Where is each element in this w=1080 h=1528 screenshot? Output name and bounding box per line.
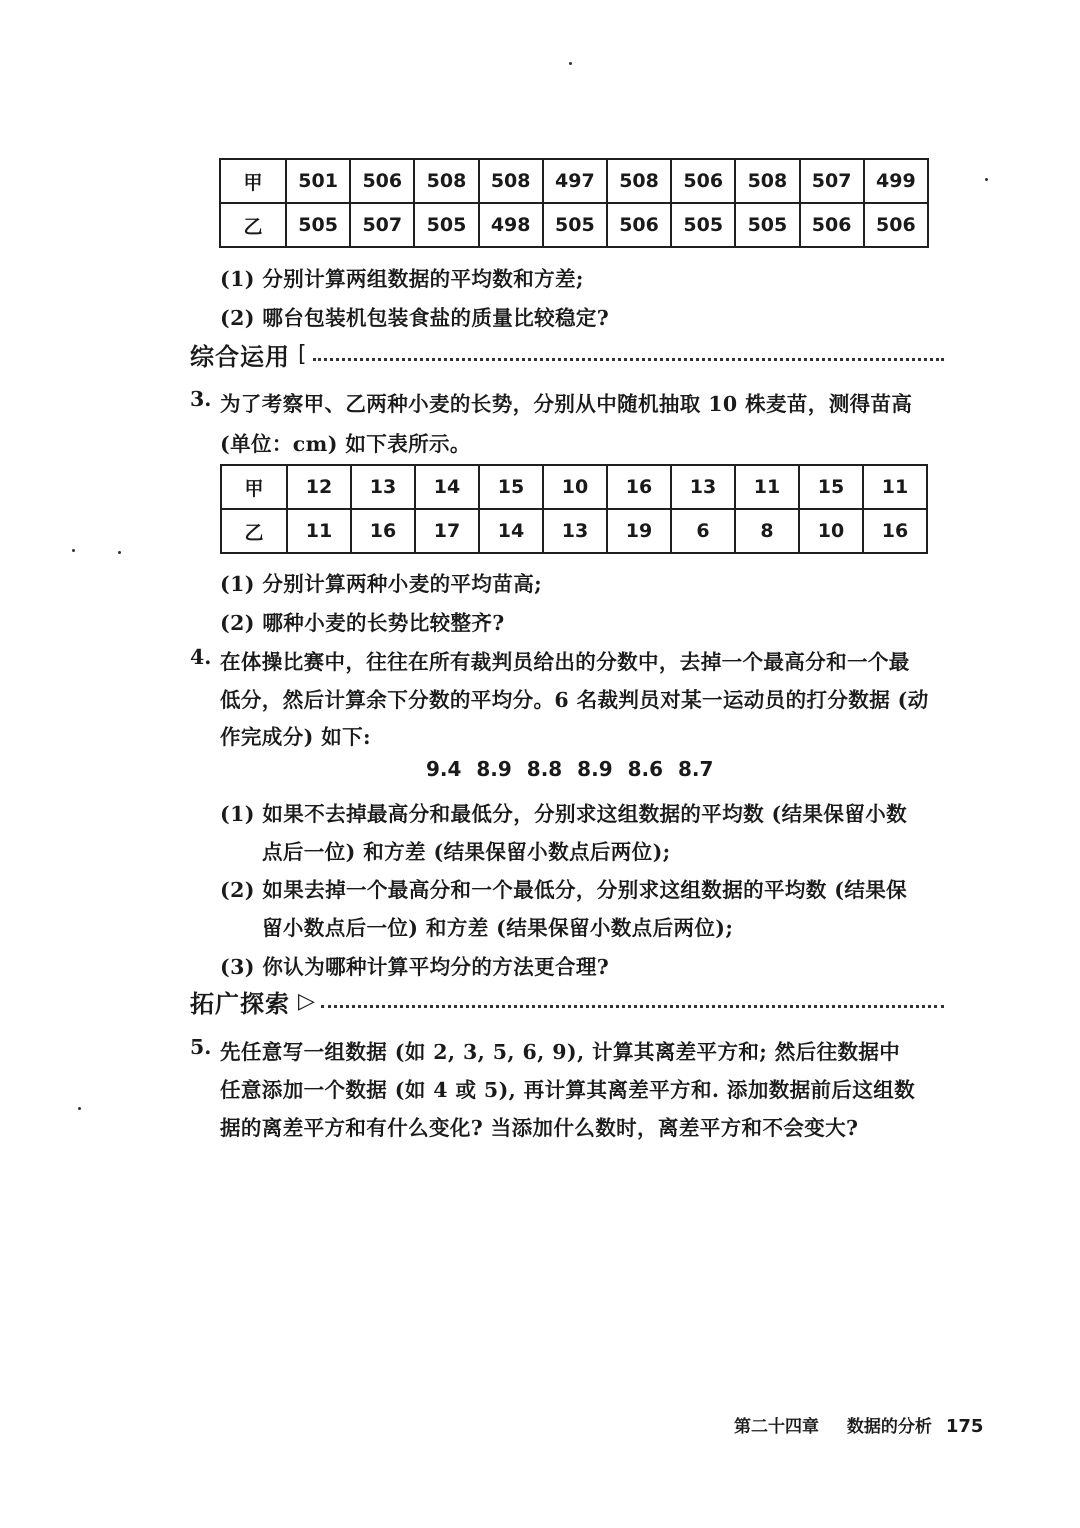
table-wheat-heights [220, 464, 928, 554]
question-number: 3. [190, 387, 212, 411]
table-cell: 505 [286, 203, 350, 247]
table-cell: 498 [479, 203, 543, 247]
section-title: 综合运用 [190, 342, 290, 371]
table-cell: 506 [671, 159, 735, 203]
table-cell: 11 [863, 465, 927, 509]
table-cell: 11 [735, 465, 799, 509]
triangle-right-icon: ▷ [298, 988, 315, 1014]
q4-line2: 低分，然后计算余下分数的平均分。6 名裁判员对某一运动员的打分数据 (动 [220, 688, 929, 712]
q3-line2: (单位：cm) 如下表所示。 [220, 432, 471, 456]
table-cell: 17 [415, 509, 479, 553]
footer-title: 数据的分析 [846, 1417, 932, 1437]
bracket-icon: [ [298, 341, 307, 367]
table-cell: 15 [479, 465, 543, 509]
judge-scores: 9.4 8.9 8.8 8.9 8.6 8.7 [426, 757, 714, 781]
dotted-rule [321, 1005, 944, 1008]
table-cell: 16 [607, 465, 671, 509]
table-cell: 505 [543, 203, 607, 247]
table-cell: 506 [800, 203, 864, 247]
table-cell: 506 [864, 203, 928, 247]
q3-line1: 为了考察甲、乙两种小麦的长势，分别从中随机抽取 10 株麦苗，测得苗高 [220, 392, 913, 416]
table-cell: 501 [286, 159, 350, 203]
q5-line3: 据的离差平方和有什么变化? 当添加什么数时，离差平方和不会变大? [220, 1116, 859, 1140]
table-cell: 6 [671, 509, 735, 553]
q2-sub2: (2) 哪台包装机包装食盐的质量比较稳定? [220, 306, 610, 330]
question-number: 5. [190, 1035, 212, 1059]
table-cell: 14 [415, 465, 479, 509]
table-cell: 13 [543, 509, 607, 553]
row-label: 乙 [220, 203, 286, 247]
table-cell: 13 [671, 465, 735, 509]
q4-sub3: (3) 你认为哪种计算平均分的方法更合理? [220, 955, 610, 979]
table-cell: 8 [735, 509, 799, 553]
page-footer [734, 1412, 983, 1437]
table-row [220, 159, 928, 203]
table-cell: 11 [287, 509, 351, 553]
row-label: 甲 [221, 465, 287, 509]
section-header-explore [190, 981, 944, 1021]
scan-speck [985, 178, 988, 181]
table-cell: 508 [414, 159, 478, 203]
table-cell: 506 [350, 159, 414, 203]
q3-sub2: (2) 哪种小麦的长势比较整齐? [220, 611, 505, 635]
table-cell: 16 [863, 509, 927, 553]
table-cell: 507 [800, 159, 864, 203]
q3-sub1: (1) 分别计算两种小麦的平均苗高; [220, 572, 543, 596]
q2-sub1: (1) 分别计算两组数据的平均数和方差; [220, 267, 584, 291]
table-cell: 15 [799, 465, 863, 509]
page-number: 175 [945, 1416, 984, 1437]
q5-line2: 任意添加一个数据 (如 4 或 5), 再计算其离差平方和. 添加数据前后这组数 [220, 1078, 916, 1102]
table-cell: 507 [350, 203, 414, 247]
table-row [220, 203, 928, 247]
q4-line1: 在体操比赛中，往往在所有裁判员给出的分数中，去掉一个最高分和一个最 [220, 650, 910, 674]
q4-sub2-a: (2) 如果去掉一个最高分和一个最低分，分别求这组数据的平均数 (结果保 [220, 878, 908, 902]
table-cell: 505 [671, 203, 735, 247]
table-row [221, 509, 927, 553]
scan-speck [78, 1107, 81, 1110]
table-cell: 506 [607, 203, 671, 247]
section-title: 拓广探索 [190, 989, 290, 1018]
q4-sub2-b: 留小数点后一位) 和方差 (结果保留小数点后两位); [262, 916, 734, 940]
table-cell: 505 [735, 203, 799, 247]
table-cell: 508 [479, 159, 543, 203]
table-cell: 10 [543, 465, 607, 509]
scan-speck [72, 549, 75, 552]
footer-chapter: 第二十四章 [734, 1417, 819, 1437]
table-cell: 14 [479, 509, 543, 553]
table-cell: 12 [287, 465, 351, 509]
table-cell: 497 [543, 159, 607, 203]
table-cell: 19 [607, 509, 671, 553]
table-cell: 508 [735, 159, 799, 203]
table-row [221, 465, 927, 509]
table-cell: 10 [799, 509, 863, 553]
dotted-rule [313, 358, 944, 361]
table-cell: 499 [864, 159, 928, 203]
table-salt-weights [219, 158, 929, 248]
scan-speck [118, 551, 121, 554]
table-cell: 16 [351, 509, 415, 553]
row-label: 乙 [221, 509, 287, 553]
section-header-apply [190, 334, 944, 374]
q4-sub1-a: (1) 如果不去掉最高分和最低分，分别求这组数据的平均数 (结果保留小数 [220, 802, 908, 826]
row-label: 甲 [220, 159, 286, 203]
table-cell: 508 [607, 159, 671, 203]
q4-line3: 作完成分) 如下: [220, 725, 372, 749]
q5-line1: 先任意写一组数据 (如 2, 3, 5, 6, 9), 计算其离差平方和; 然后往数据中 [220, 1040, 901, 1064]
question-number: 4. [190, 645, 212, 669]
q4-sub1-b: 点后一位) 和方差 (结果保留小数点后两位); [262, 840, 671, 864]
scan-speck [569, 62, 572, 65]
table-cell: 13 [351, 465, 415, 509]
table-cell: 505 [414, 203, 478, 247]
